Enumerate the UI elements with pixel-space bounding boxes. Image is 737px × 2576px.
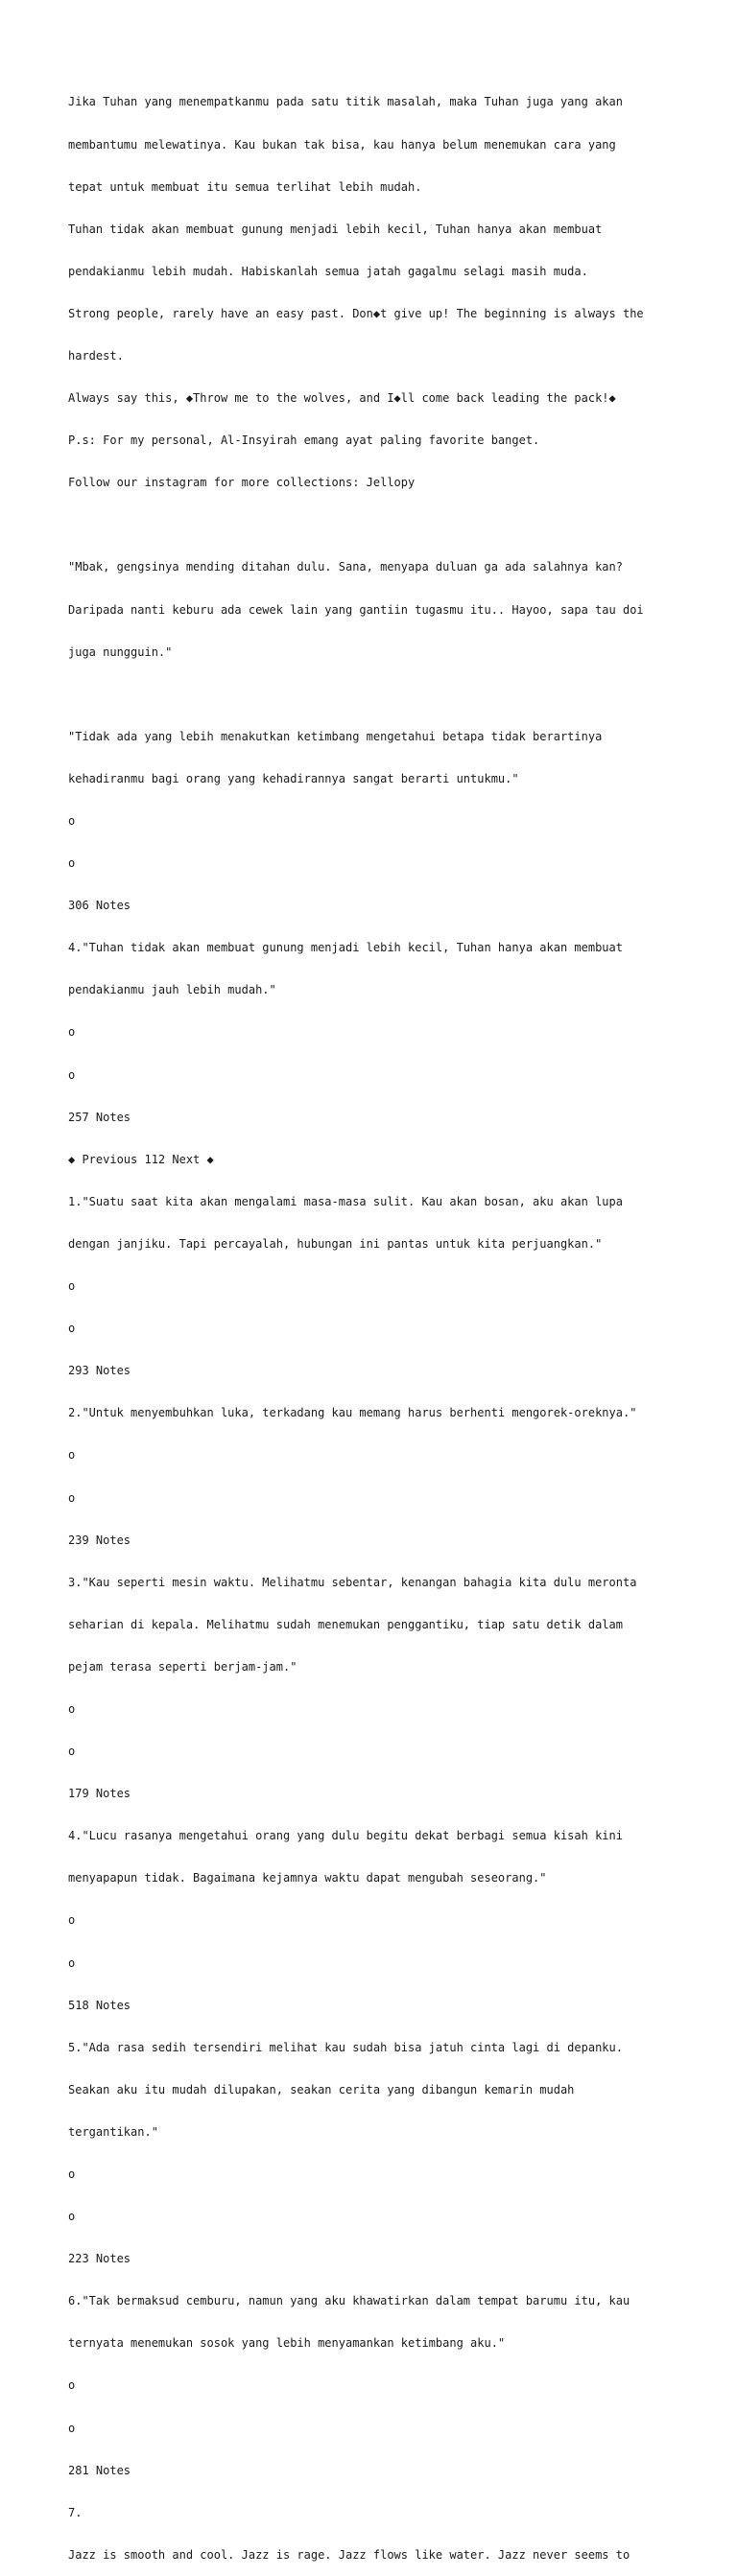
text-line: Strong people, rarely have an easy past. Don◆t give up! The beginning is always the <box>68 306 644 320</box>
text-line: "Mbak, gengsinya mending ditahan dulu. Sana, menyapa duluan ga ada salahnya kan? <box>68 560 623 574</box>
quote-line: 4."Tuhan tidak akan membuat gunung menjadi lebih kecil, Tuhan hanya akan membuat <box>68 941 623 955</box>
quote-line: ternyata menemukan sosok yang lebih menyamankan ketimbang aku." <box>68 2336 506 2351</box>
quote-line: 1."Suatu saat kita akan mengalami masa-masa sulit. Kau akan bosan, aku akan lupa <box>68 1194 623 1208</box>
quote-line: "Tidak ada yang lebih menakutkan ketimbang mengetahui betapa tidak berartinya <box>68 729 603 743</box>
quote-line: seharian di kepala. Melihatmu sudah menemukan penggantiku, tiap satu detik dalam <box>68 1617 623 1631</box>
notes-count: 239 Notes <box>68 1533 131 1547</box>
bullet-marker: o <box>68 2167 76 2181</box>
text-line: Always say this, ◆Throw me to the wolves, and I◆ll come back leading the pack!◆ <box>68 391 616 406</box>
blank-line <box>68 688 730 702</box>
text-line: Daripada nanti keburu ada cewek lain yang gantiin tugasmu itu.. Hayoo, sapa tau doi <box>68 602 644 617</box>
notes-count: 293 Notes <box>68 1364 131 1378</box>
quote-line: 5."Ada rasa sedih tersendiri melihat kau sudah bisa jatuh cinta lagi di depanku. <box>68 2040 623 2054</box>
quote-line: 3."Kau seperti mesin waktu. Melihatmu sebentar, kenangan bahagia kita dulu meronta <box>68 1575 637 1589</box>
instagram-line: Follow our instagram for more collections: Jellopy <box>68 476 416 490</box>
bullet-marker: o <box>68 1322 76 1336</box>
bullet-marker: o <box>68 814 76 828</box>
quote-line: 4."Lucu rasanya mengetahui orang yang dulu begitu dekat berbagi semua kisah kini <box>68 1829 623 1843</box>
bullet-marker: o <box>68 2378 76 2393</box>
notes-count: 179 Notes <box>68 1787 131 1801</box>
text-line: hardest. <box>68 348 124 363</box>
text-line: juga nungguin." <box>68 644 173 659</box>
notes-count: 257 Notes <box>68 1110 131 1124</box>
pagination-line: ◆ Previous 112 Next ◆ <box>68 1152 214 1166</box>
text-line: membantumu melewatinya. Kau bukan tak bisa, kau hanya belum menemukan cara yang <box>68 137 616 152</box>
bullet-marker: o <box>68 1448 76 1463</box>
quote-line: dengan janjiku. Tapi percayalah, hubungan ini pantas untuk kita perjuangkan." <box>68 1236 603 1251</box>
notes-count: 281 Notes <box>68 2463 131 2477</box>
quote-line: pendakianmu jauh lebih mudah." <box>68 983 276 997</box>
bullet-marker: o <box>68 2421 76 2435</box>
quote-line: pejam terasa seperti berjam-jam." <box>68 1659 297 1674</box>
quote-line: Seakan aku itu mudah dilupakan, seakan cerita yang dibangun kemarin mudah <box>68 2082 575 2096</box>
quote-line: 6."Tak bermaksud cemburu, namun yang aku khawatirkan dalam tempat barumu itu, kau <box>68 2294 630 2308</box>
quote-line: 2."Untuk menyembuhkan luka, terkadang kau memang harus berhenti mengorek-oreknya." <box>68 1406 637 1420</box>
bullet-marker: o <box>68 1279 76 1294</box>
bullet-marker: o <box>68 1490 76 1505</box>
text-line: Tuhan tidak akan membuat gunung menjadi lebih kecil, Tuhan hanya akan membuat <box>68 222 603 236</box>
bullet-marker: o <box>68 1067 76 1082</box>
bullet-marker: o <box>68 1913 76 1928</box>
text-line: Jika Tuhan yang menempatkanmu pada satu titik masalah, maka Tuhan juga yang akan <box>68 95 623 109</box>
bullet-marker: o <box>68 1025 76 1040</box>
text-line: tepat untuk membuat itu semua terlihat lebih mudah. <box>68 179 422 194</box>
bullet-marker: o <box>68 2210 76 2224</box>
quote-line: kehadiranmu bagi orang yang kehadirannya sangat berarti untukmu." <box>68 771 519 785</box>
document-body <box>68 67 730 2576</box>
notes-count: 518 Notes <box>68 1998 131 2012</box>
list-number: 7. <box>68 2505 83 2519</box>
quote-line: tergantikan." <box>68 2124 158 2139</box>
bullet-marker: o <box>68 1701 76 1716</box>
bullet-marker: o <box>68 1745 76 1759</box>
quote-line: menyapapun tidak. Bagaimana kejamnya waktu dapat mengubah seseorang." <box>68 1871 547 1885</box>
bullet-marker: o <box>68 856 76 871</box>
text-line: pendakianmu lebih mudah. Habiskanlah semua jatah gagalmu selagi masih muda. <box>68 264 588 278</box>
bullet-marker: o <box>68 1955 76 1970</box>
text-line: Jazz is smooth and cool. Jazz is rage. Jazz flows like water. Jazz never seems to <box>68 2547 630 2562</box>
notes-count: 223 Notes <box>68 2252 131 2266</box>
text-line: P.s: For my personal, Al-Insyirah emang ayat paling favorite banget. <box>68 433 540 448</box>
notes-count: 306 Notes <box>68 899 131 913</box>
blank-line <box>68 518 730 532</box>
